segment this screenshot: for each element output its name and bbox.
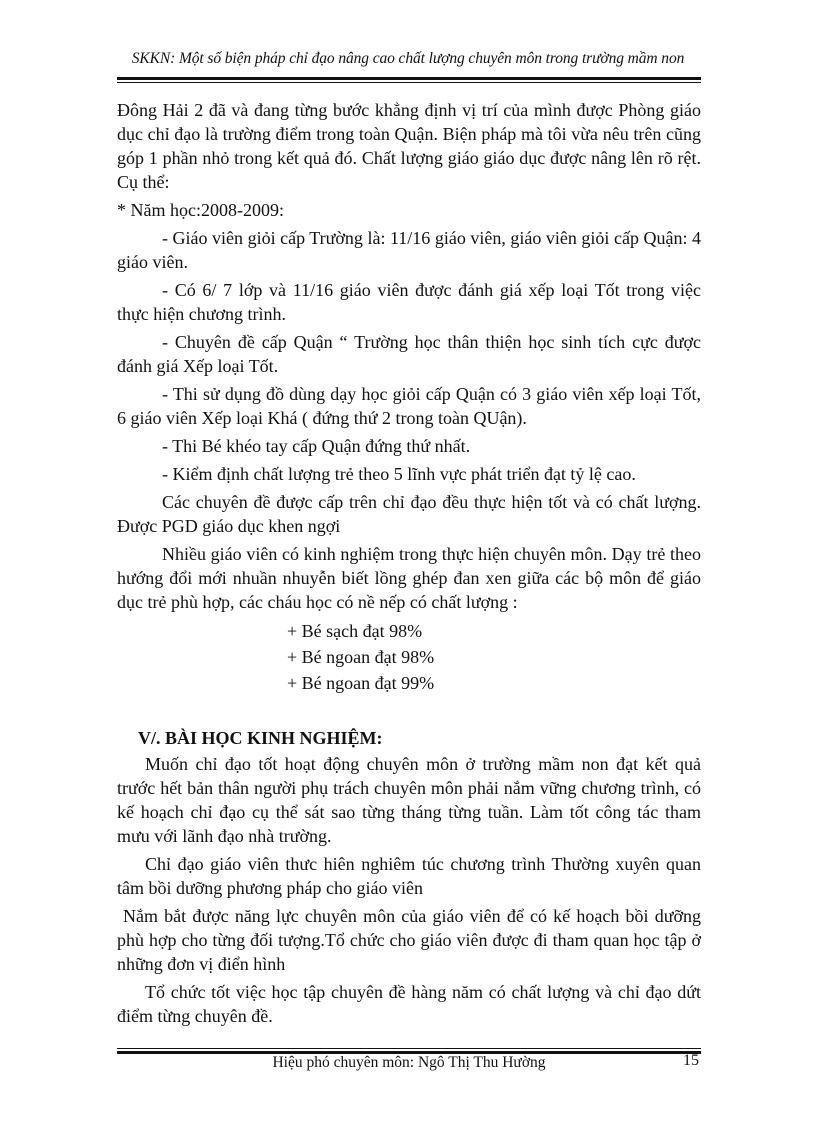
paragraph-teachers: Nhiều giáo viên có kinh nghiệm trong thực hiện chuyên môn. Dạy trẻ theo hướng đổi mới nhuần nhuyễn biết lồng ghép đan xen giữa các bộ môn để giáo dục trẻ phù hợp, các cháu học có nề nếp có chất lượng : [117, 544, 701, 612]
result-item: - Thi Bé khéo tay cấp Quận đứng thứ nhất. [162, 436, 471, 456]
lesson-paragraph: Nắm bắt được năng lực chuyên môn của giáo viên để có kế hoạch bồi dưỡng phù hợp cho từng đối tượng.Tổ chức cho giáo viên được đi tham quan học tập ở những đơn vị điển hình [117, 906, 701, 974]
bullet-item: + Bé ngoan đạt 98% [287, 647, 435, 667]
section-title: V/. BÀI HỌC KINH NGHIỆM: [138, 728, 383, 748]
result-item: - Thi sử dụng đồ dùng dạy học giỏi cấp Quận có 3 giáo viên xếp loại Tốt, 6 giáo viên Xếp loại Khá ( đứng thứ 2 trong toàn QUận). [117, 384, 701, 428]
lesson-paragraph: Chỉ đạo giáo viên thưc hiên nghiêm túc chương trình Thường xuyên quan tâm bồi dưỡng phương pháp cho giáo viên [117, 854, 701, 898]
footer-author: Hiệu phó chuyên môn: Ngô Thị Thu Hường [272, 1054, 546, 1071]
result-item: - Có 6/ 7 lớp và 11/16 giáo viên được đánh giá xếp loại Tốt trong việc thực hiện chương trình. [117, 280, 701, 324]
result-item: - Giáo viên giỏi cấp Trường là: 11/16 giáo viên, giáo viên giỏi cấp Quận: 4 giáo viên. [117, 228, 701, 272]
lesson-paragraph: Tổ chức tốt việc học tập chuyên đề hàng năm có chất lượng và chỉ đạo dứt điểm từng chuyên đề. [117, 982, 701, 1026]
header-rule-thin [117, 82, 701, 83]
header-rule [117, 77, 701, 80]
lesson-paragraph: Muốn chỉ đạo tốt hoạt động chuyên môn ở trường mầm non đạt kết quả trước hết bản thân người phụ trách chuyên môn phải nắm vững chương trình, có kế hoạch chỉ đạo cụ thể sát sao từng tháng từng tuần. Làm tốt công tác tham mưu với lãnh đạo nhà trường. [117, 754, 701, 846]
result-item: - Kiểm định chất lượng trẻ theo 5 lĩnh vực phát triển đạt tỷ lệ cao. [162, 464, 636, 484]
bullet-item: + Bé sạch đạt 98% [287, 621, 423, 641]
bullet-item: + Bé ngoan đạt 99% [287, 673, 435, 693]
page-content [117, 98, 701, 1032]
paragraph-topics: Các chuyên đề được cấp trên chỉ đạo đều thực hiện tốt và có chất lượng. Được PGD giáo dục khen ngợi [117, 492, 701, 536]
paragraph-intro: Đông Hải 2 đã và đang từng bước khẳng định vị trí của mình được Phòng giáo dục chỉ đạo là trường điểm trong toàn Quận. Biện pháp mà tôi vừa nêu trên cũng góp 1 phần nhỏ trong kết quả đó. Chất lượng giáo giáo dục được nâng lên rõ rệt. Cụ thể: [117, 100, 701, 192]
page-header: SKKN: Một số biện pháp chỉ đạo nâng cao chất lượng chuyên môn trong trường mầm non [131, 50, 685, 67]
result-bullets [117, 618, 701, 696]
footer-rule-thin [117, 1048, 701, 1049]
page-number: 15 [683, 1052, 699, 1069]
school-year-label: * Năm học:2008-2009: [117, 200, 284, 220]
result-item: - Chuyên đề cấp Quận “ Trường học thân thiện học sinh tích cực được đánh giá Xếp loại Tốt. [117, 332, 701, 376]
